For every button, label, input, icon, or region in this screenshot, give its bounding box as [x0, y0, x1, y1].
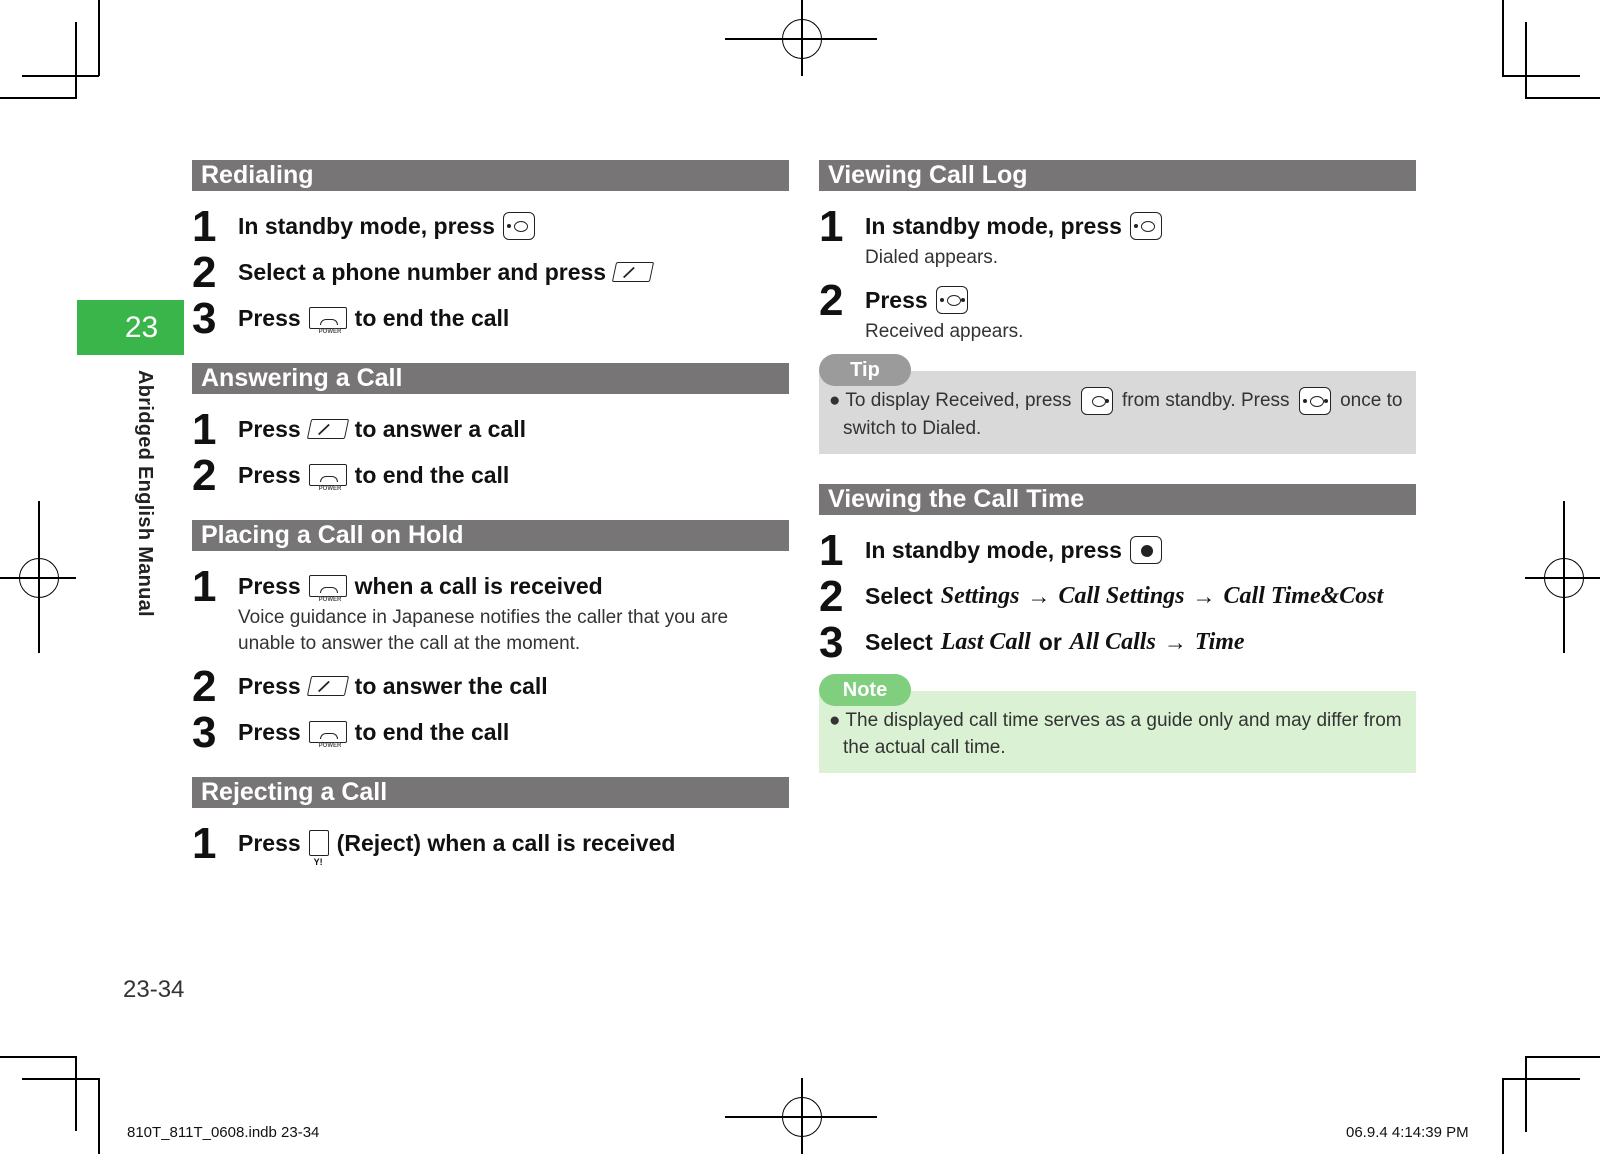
step	[192, 295, 789, 341]
step	[192, 406, 789, 452]
step-text	[238, 249, 789, 295]
section-title: Answering a Call	[192, 363, 789, 394]
menu-item: Settings	[940, 583, 1020, 609]
note-text-body: The displayed call time serves as a guide only and may differ from the actual call time.	[843, 710, 1402, 758]
step-number: 1	[819, 526, 842, 575]
left-column	[192, 160, 789, 888]
nav-left-right-icon	[1299, 387, 1331, 415]
step-number: 3	[192, 708, 215, 757]
step-text	[865, 527, 1416, 573]
step-label-after: to answer the call	[354, 673, 548, 699]
step-label: In standby mode, press	[865, 213, 1122, 239]
tip-text-part: To display Received, press	[845, 390, 1072, 412]
section-redialing	[192, 160, 789, 341]
step-label-after: (Reject) when a call is received	[336, 830, 676, 856]
nav-left-dot-icon	[503, 212, 535, 240]
power-end-key-icon	[309, 307, 347, 329]
step	[819, 203, 1416, 271]
section-hold	[192, 520, 789, 755]
slug-timestamp: 06.9.4 4:14:39 PM	[1346, 1124, 1469, 1141]
nav-left-dot-icon	[1130, 212, 1162, 240]
call-key-icon	[307, 676, 349, 696]
step-text	[865, 619, 1416, 665]
note-label: Note	[819, 674, 911, 706]
arrow-icon: →	[1163, 629, 1187, 655]
step-text	[238, 203, 789, 249]
step	[192, 452, 789, 498]
step-text	[238, 563, 789, 609]
step-number: 2	[192, 248, 215, 297]
side-label: Abridged English Manual	[134, 370, 156, 617]
power-end-key-icon	[309, 464, 347, 486]
power-end-key-icon	[309, 721, 347, 743]
tip-text-part: once to switch to Dialed.	[843, 390, 1403, 439]
right-column	[819, 160, 1416, 803]
section-title: Redialing	[192, 160, 789, 191]
arrow-icon: →	[1027, 583, 1051, 609]
section-rejecting	[192, 777, 789, 866]
step	[192, 709, 789, 755]
step-label: Press	[238, 416, 301, 442]
step	[819, 527, 1416, 573]
step-label: Press	[238, 673, 301, 699]
nav-right-dot-icon	[1081, 387, 1113, 415]
section-title: Viewing the Call Time	[819, 484, 1416, 515]
step-number: 1	[819, 202, 842, 251]
tip-label: Tip	[819, 354, 911, 386]
step-label: Press	[238, 719, 301, 745]
tip-box	[819, 358, 1416, 454]
step-label: Select	[865, 629, 933, 655]
section-answering	[192, 363, 789, 498]
step-label: In standby mode, press	[238, 213, 495, 239]
step-number: 2	[819, 276, 842, 325]
page-number: 23-34	[123, 976, 185, 1003]
step-label: In standby mode, press	[865, 537, 1122, 563]
step	[192, 249, 789, 295]
step	[819, 573, 1416, 619]
step-number: 3	[819, 618, 842, 667]
bullet-icon: ●	[829, 710, 841, 731]
step-number: 1	[192, 202, 215, 251]
step	[819, 619, 1416, 665]
step	[192, 203, 789, 249]
step-text	[238, 709, 789, 755]
step-text	[238, 452, 789, 498]
step	[192, 820, 789, 866]
section-call-time	[819, 484, 1416, 773]
center-key-icon	[1130, 536, 1162, 564]
step-label-after: to end the call	[354, 719, 510, 745]
step-description: Dialed appears.	[865, 247, 999, 268]
step-description: Received appears.	[865, 321, 1024, 342]
step-label-after: to end the call	[354, 462, 510, 488]
slug-file: 810T_811T_0608.indb 23-34	[127, 1124, 320, 1141]
tip-text	[829, 387, 1406, 442]
step-text	[238, 295, 789, 341]
menu-item: All Calls	[1069, 629, 1156, 655]
step-number: 1	[192, 405, 215, 454]
step-number: 2	[819, 572, 842, 621]
step-label-after: to end the call	[354, 305, 510, 331]
step-text	[865, 203, 1416, 249]
step-text	[865, 277, 1416, 323]
step-label: Press	[865, 287, 928, 313]
step-label: Select a phone number and press	[238, 259, 607, 285]
step-description: Voice guidance in Japanese notifies the caller that you are unable to answer the call at the moment.	[238, 607, 729, 654]
step-label: Press	[238, 462, 301, 488]
tip-text-part: from standby. Press	[1121, 390, 1290, 412]
call-key-icon	[307, 419, 349, 439]
step	[192, 563, 789, 657]
menu-item: Last Call	[940, 629, 1031, 655]
step-number: 1	[192, 562, 215, 611]
section-title: Rejecting a Call	[192, 777, 789, 808]
step	[192, 663, 789, 709]
step-number: 2	[192, 662, 215, 711]
menu-item: Time	[1194, 629, 1245, 655]
step-text	[238, 663, 789, 709]
bullet-icon: ●	[829, 390, 841, 412]
menu-item: Call Time&Cost	[1223, 583, 1384, 609]
chapter-tab	[77, 300, 184, 355]
step-text	[865, 573, 1416, 619]
step-label: Press	[238, 305, 301, 331]
step-number: 2	[192, 451, 215, 500]
step-label: or	[1038, 629, 1062, 655]
chapter-number: 23	[124, 310, 159, 344]
call-key-icon	[612, 262, 654, 282]
step-label-after: when a call is received	[354, 573, 603, 599]
menu-item: Call Settings	[1058, 583, 1185, 609]
nav-left-right-icon	[936, 286, 968, 314]
step-number: 1	[192, 819, 215, 868]
section-call-log	[819, 160, 1416, 454]
step-text	[238, 820, 789, 866]
softkey-yahoo-icon	[309, 830, 329, 856]
power-end-key-icon	[309, 575, 347, 597]
section-title: Viewing Call Log	[819, 160, 1416, 191]
section-title: Placing a Call on Hold	[192, 520, 789, 551]
step-label: Press	[238, 573, 301, 599]
step-label: Select	[865, 583, 933, 609]
note-text	[829, 707, 1406, 761]
arrow-icon: →	[1192, 583, 1216, 609]
step-text	[238, 406, 789, 452]
note-box	[819, 678, 1416, 773]
step-number: 3	[192, 294, 215, 343]
step-label: Press	[238, 830, 301, 856]
step-label-after: to answer a call	[354, 416, 526, 442]
step	[819, 277, 1416, 345]
